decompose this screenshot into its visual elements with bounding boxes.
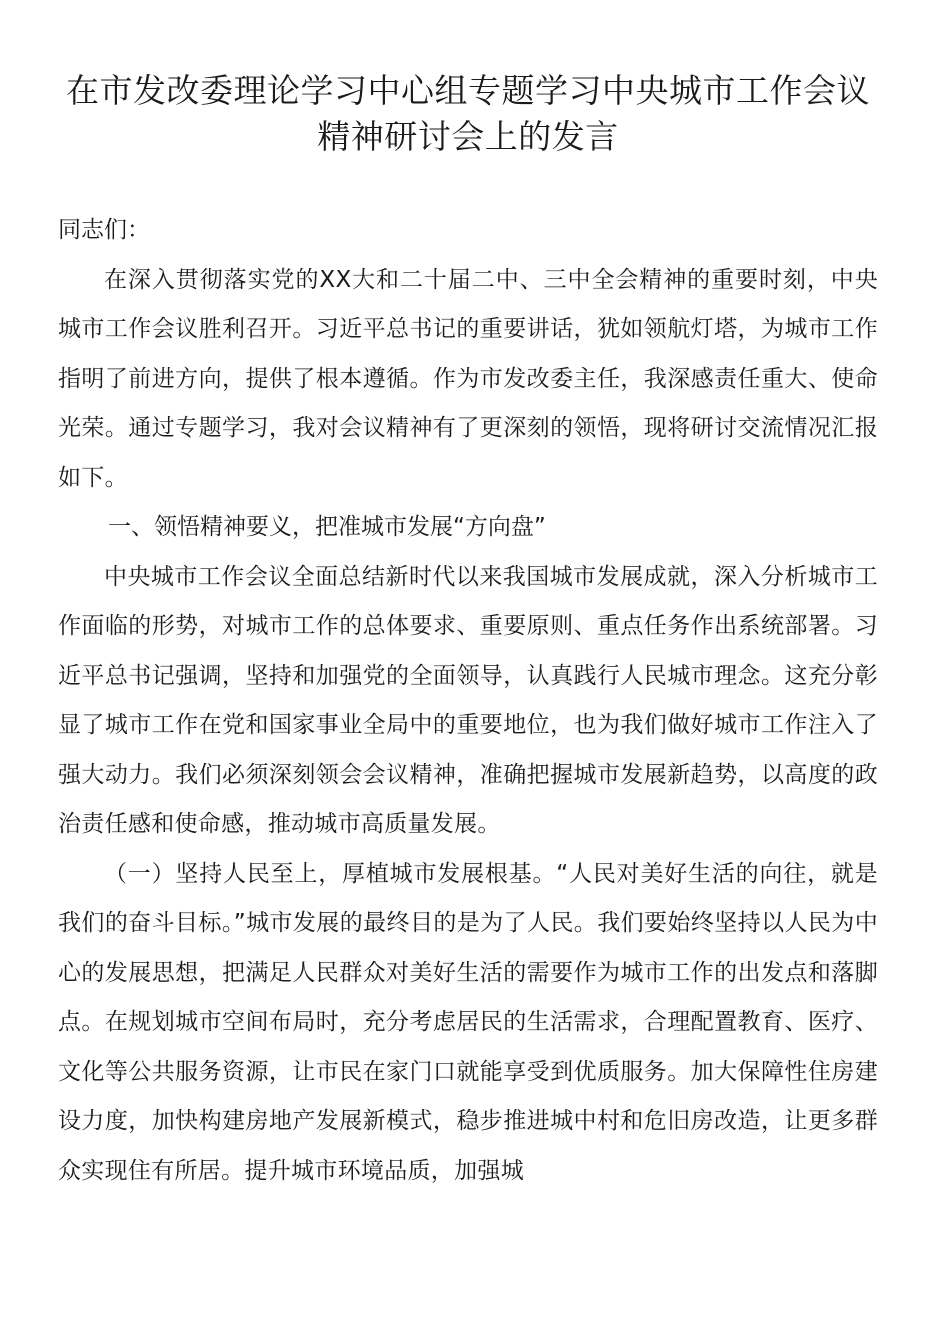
document-title: 在市发改委理论学习中心组专题学习中央城市工作会议精神研讨会上的发言 — [66, 71, 870, 156]
salutation: 同志们： — [58, 217, 150, 243]
paragraph-subsection-1: （一）坚持人民至上，厚植城市发展根基。“人民对美好生活的向往，就是我们的奋斗目标。”城市发展的最终目的是为了人民。我们要始终坚持以人民为中心的发展思想，把满足人民群众对美好生活的需要作为城市工作的出发点和落脚点。在规划城市空间布局时，充分考虑居民的生活需求，合理配置教育、医疗、文化等公共服务资源，让市民在家门口就能享受到优质服务。加大保障性住房建设力度，加快构建房地产发展新模式，稳步推进城中村和危旧房改造，让更多群众实现住有所居。提升城市环境品质，加强城 — [58, 860, 878, 1184]
paragraph-section-1: 中央城市工作会议全面总结新时代以来我国城市发展成就，深入分析城市工作面临的形势，对城市工作的总体要求、重要原则、重点任务作出系统部署。习近平总书记强调，坚持和加强党的全面领导，认真践行人民城市理念。这充分彰显了城市工作在党和国家事业全局中的重要地位，也为我们做好城市工作注入了强大动力。我们必须深刻领会会议精神，准确把握城市发展新趋势，以高度的政治责任感和使命感，推动城市高质量发展。 — [58, 563, 878, 837]
section-heading-1: 一、领悟精神要义，把准城市发展“方向盘” — [108, 514, 546, 540]
document-page — [58, 68, 878, 1196]
paragraph-intro: 在深入贯彻落实党的XX大和二十届二中、三中全会精神的重要时刻，中央城市工作会议胜利召开。习近平总书记的重要讲话，犹如领航灯塔，为城市工作指明了前进方向，提供了根本遵循。作为市发改委主任，我深感责任重大、使命光荣。通过专题学习，我对会议精神有了更深刻的领悟，现将研讨交流情况汇报如下。 — [58, 266, 878, 491]
